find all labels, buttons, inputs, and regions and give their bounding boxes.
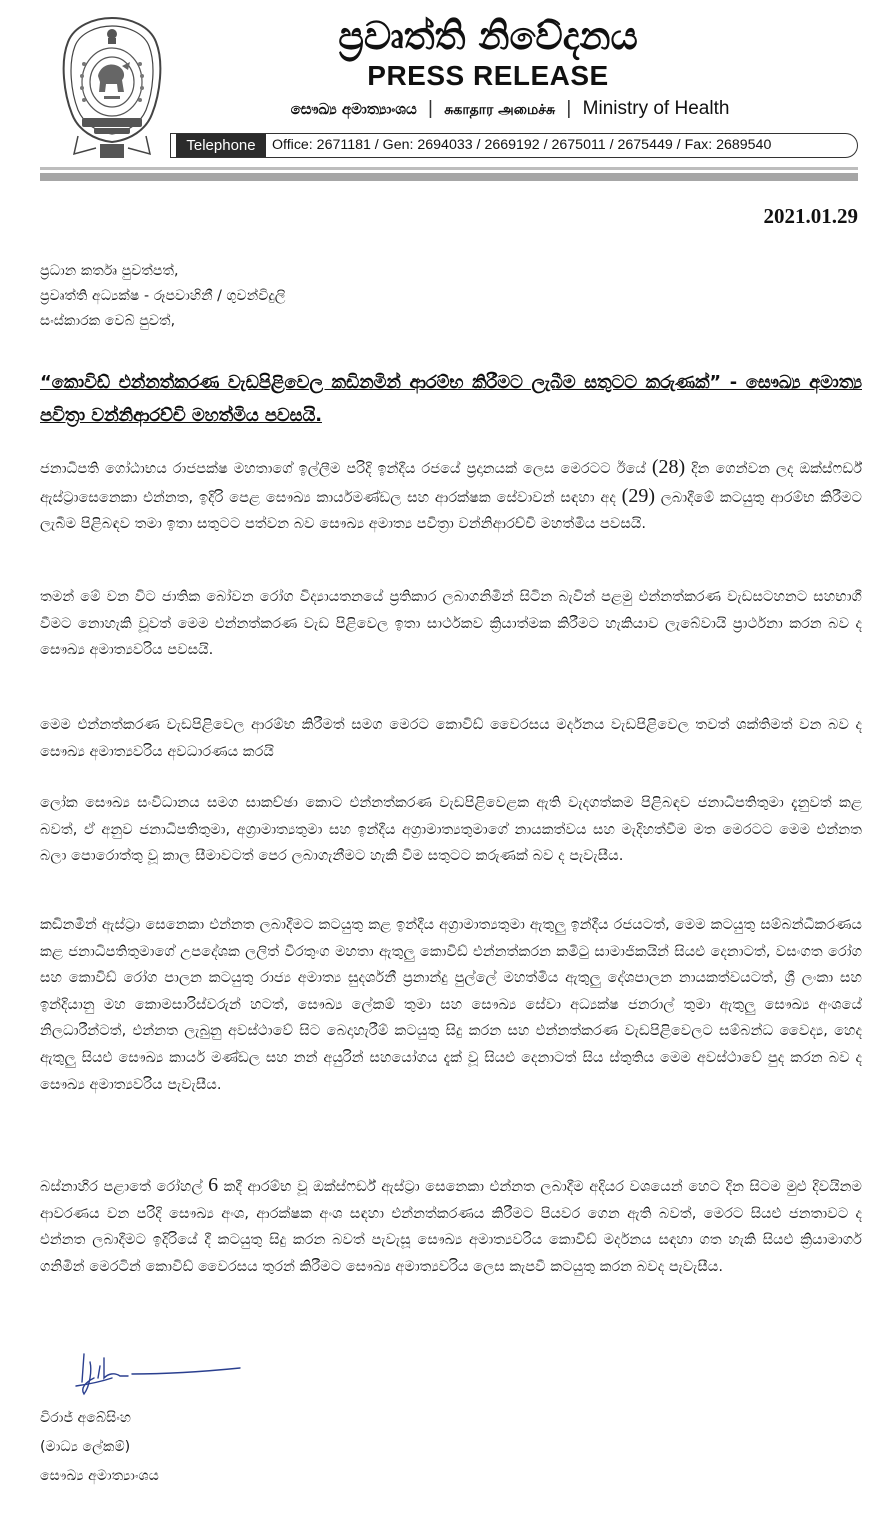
signer-block [40, 1404, 159, 1491]
paragraph-number: (28) [651, 456, 686, 478]
paragraph-text: ජනාධිපති ගෝඨාභය රාජපක්ෂ මහතාගේ ඉල්ලීම පරිදි ඉන්දීය රජයේ ප්‍රදානයක් ලෙස මෙරටට ඊයේ [40, 460, 646, 477]
paragraph-text: දින ගෙන්වන ලද ඔක්ස්ෆර්ඩ් ඇස්ට්‍රාසෙනෙකා එන්නත, ඉදිරි පෙළ සෞඛ්‍ය කාර්යමණ්ඩල සහ ආරක්ෂක සේවාවන් සඳහා අද [40, 460, 863, 506]
paragraph-6 [40, 1172, 862, 1280]
paragraph-5: කඩිනමින් ඇස්ට්‍රා සෙනෙකා එන්නත ලබාදීමට කටයුතු කළ ඉන්දීය අග්‍රාමාත්‍යතුමා ඇතුලු ඉන්දීය රජයටත්, මෙම කටයුතු සම්බන්ධීකරණය කළ ජනාධිපතිතුමාගේ උපදේශක ලලිත් වීරතුංග මහතා ඇතුලු කොවිඩ් එන්නත්කරන කමිටු සාමාජිකයින් සියළු දෙනාටත්, වසංගත රෝග සහ කොවිඩ් රෝග පාලන කටයුතු රාජ්‍ය අමාත්‍ය සුදර්ශනී ප්‍රනාන්දු පුල්ලේ මහත්මිය ඇතුලු දේශපාලන නායකත්වයටත්, ශ්‍රී ලංකා සහ ඉන්දියානු මහ කොමසාරිස්වරුන් හටත්, සෞඛ්‍ය ලේකම් තුමා සහ සෞඛ්‍ය සේවා අධ්‍යක්ෂ ජනරාල් තුමා ඇතුලු සෞඛ්‍ය අංශයේ නිලධාරීන්ටත්, එන්නත ලැබුනු අවස්ථාවේ සිට බෙදාහැරීම් කටයුතු සිදු කරන සහ එන්නත්කරණ වැඩපිළිවෙලට සම්බන්ධ වෛද්‍ය, හෙද ඇතුලු සියළු සෞඛ්‍ය කාර්ය මණ්ඩල සහ නන් අයුරින් සහයෝගය දැක් වූ සියළු දෙනාටත් සිය ස්තුතිය මෙම අවස්ථාවේ පුද කරන බව ද සෞඛ්‍ය අමාත්‍යවරිය පැවැසීය. [40, 916, 862, 1093]
paragraph-text: බස්නාහිර පළාතේ රෝහල් [40, 1178, 203, 1195]
headline: “කොවිඩ් එන්නත්කරණ වැඩපිළිවෙල කඩිනමින් ආරම්භ කිරීමට ලැබීම සතුටට කරුණක්” - සෞඛ්‍ය අමාත්‍ය පවිත්‍රා වන්නිආරච්චි මහත්මිය පවසයි. [40, 372, 862, 426]
telephone-label: Telephone [176, 134, 266, 157]
ministry-name-tamil: சுகாதார அமைச்சு [444, 102, 556, 118]
header-divider-thick [40, 173, 858, 181]
ministry-name-english: Ministry of Health [582, 98, 730, 119]
recipient-line: ප්‍රවෘත්ති අධ්‍යක්ෂ - රූපවාහිනී / ගුවන්විදුලි [40, 288, 286, 304]
signer-name: විරාජ් අබේසිංහ [40, 1410, 132, 1426]
paragraph-2: තමන් මේ වන විට ජාතික බෝවන රෝග විද්‍යායතනයේ ප්‍රතිකාර ලබාගනිමින් සිටින බැවින් පළමු එන්නත්කරණ වැඩසටහනට සහභාගී වීමට නොහැකි වූවත් මෙම එන්නත්කරණ වැඩ පිළිවෙල ඉතා සාර්ථකව ක්‍රියාත්මක කිරීමට හැකියාව ලැබේවායි ප්‍රාර්ථනා කරන බව ද සෞඛ්‍ය අමාත්‍යවරිය පවසයි. [40, 588, 862, 659]
release-date: 2021.01.29 [763, 204, 858, 228]
press-release-title-sinhala: ප්‍රවෘත්ති නිවේදනය [338, 14, 638, 58]
telephone-numbers: Office: 2671181 / Gen: 2694033 / 2669192 / 2675011 / 2675449 / Fax: 2689540 [272, 137, 772, 153]
separator: | [566, 98, 572, 119]
ministry-name-sinhala: සෞඛ්‍ය අමාත්‍යාංශය [290, 100, 417, 118]
signer-role: (මාධ්‍ය ලේකම්) [40, 1439, 131, 1455]
paragraph-text: කදී ආරම්භ වූ ඔක්ස්ෆර්ඩ් ඇස්ට්‍රා සෙනෙකා එන්නත ලබාදීම අදියර වශයෙන් හෙට දින සිටම මුළු දිවයිනම ආවරණය වන පරිදි සෞඛ්‍ය අංශ, ආරක්ෂක අංශ සඳහා එන්නත්කරණය කිරීමට පියවර ගෙන ඇති බවත්, මෙරට සියළු ජනතාවට ද එන්නත ලබාදීමට ඉදිරියේ දී කටයුතු සිදු කරන බවත් පැවැසූ සෞඛ්‍ය අමාත්‍යවරිය කොවිඩ් මර්දනය සඳහා ගත හැකි සියළු ක්‍රියාමාර්ග ගනිමින් මෙරටින් කොවිඩ් වෛරසය තුරන් කිරීමට සෞඛ්‍ය අමාත්‍යවරිය ලෙස කැපවී කටයුතු කරන බවද පැවැසීය. [40, 1178, 863, 1275]
paragraph-1 [40, 454, 862, 538]
signature-mark [70, 1348, 270, 1398]
recipient-line: සංස්කාරක වෙබ් පුවත්, [40, 313, 176, 329]
paragraph-4: ලෝක සෞඛ්‍ය සංවිධානය සමග සාකච්ඡා කොට එන්නත්කරණ වැඩපිළිවෙළක ඇති වැදගත්කම පිළිබඳව ජනාධිපතිතුමා දැනුවත් කළ බවත්, ඒ අනුව ජනාධිපතිතුමා, අග්‍රාමාත්‍යතුමා සහ ඉන්දීය අග්‍රාමාත්‍යතුමාගේ නායකත්වය සහ මැදිහත්වීම මත මෙරටට මෙම එන්නත බලා පොරොත්තු වූ කාල සීමාවටත් පෙර ලබාගැනීමට හැකි වීම සතුටට කරුණක් බව ද පැවැසීය. [40, 794, 862, 865]
paragraph-number: (29) [621, 484, 655, 507]
recipient-line: ප්‍රධාන කර්තෘ පුවත්පත්, [40, 263, 179, 279]
recipients-block [40, 259, 540, 334]
sri-lanka-emblem-icon [60, 14, 164, 166]
header-divider-thin [40, 167, 858, 170]
ministry-line [210, 98, 810, 120]
paragraph-number: 6 [208, 1174, 219, 1196]
signer-office: සෞඛ්‍ය අමාත්‍යාංශය [40, 1468, 159, 1484]
paragraph-3: මෙම එන්නත්කරණ වැඩපිළිවෙල ආරම්භ කිරීමත් සමග මෙරට කොවිඩ් වෛරසය මර්දනය වැඩපිළිවෙල තවත් ශක්තිමත් වන බව ද සෞඛ්‍ය අමාත්‍යවරිය අවධාරණය කරයි [40, 716, 862, 760]
paragraph-text: ලබාදීමේ කටයුතු ආරම්භ කිරීමට ලැබීම පිළිබඳව තමා ඉතා සතුටට පත්වන බව සෞඛ්‍ය අමාත්‍ය පවිත්‍රා වන්නිආරච්චි මහත්මිය පවසයි. [40, 488, 863, 533]
press-release-title: PRESS RELEASE [367, 60, 609, 91]
separator: | [428, 98, 433, 119]
